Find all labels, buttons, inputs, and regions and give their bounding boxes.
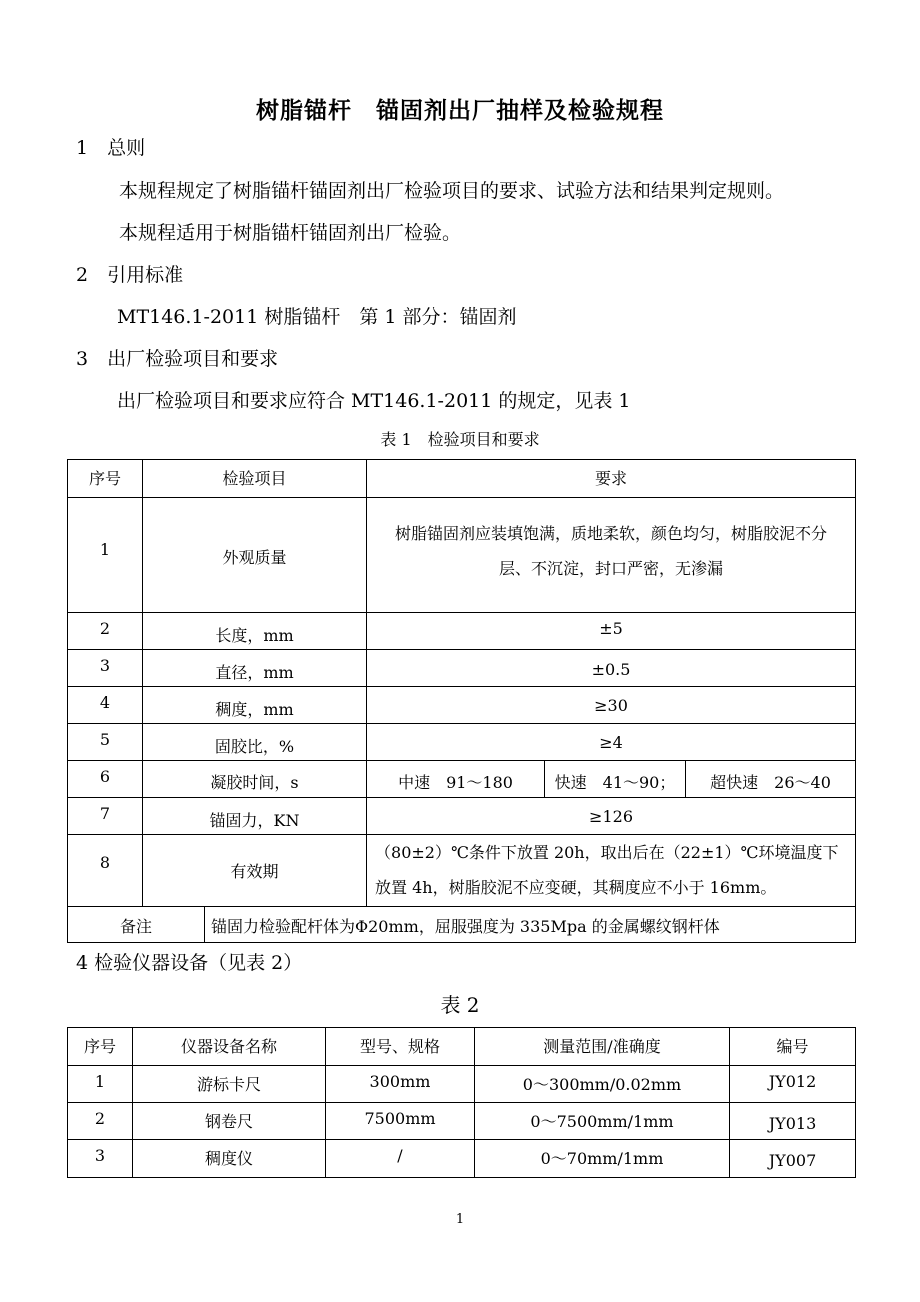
speed-medium: 中速 91～180 bbox=[367, 761, 545, 798]
table-row bbox=[68, 761, 856, 798]
item-name: 稠度，mm bbox=[143, 687, 367, 724]
row-number: 3 bbox=[68, 650, 143, 687]
item-name: 凝胶时间，s bbox=[143, 761, 367, 798]
table-header: 序号 bbox=[68, 460, 143, 498]
speed-ultrafast: 超快速 26～40 bbox=[686, 761, 856, 798]
table-header: 型号、规格 bbox=[326, 1028, 475, 1066]
inspection-items-table bbox=[67, 459, 856, 943]
table-header: 检验项目 bbox=[143, 460, 367, 498]
table-1-caption: 表 1 检验项目和要求 bbox=[380, 430, 540, 449]
row-number: 6 bbox=[68, 761, 143, 798]
item-name: 锚固力，KN bbox=[143, 798, 367, 835]
requirement: 树脂锚固剂应装填饱满，质地柔软，颜色均匀，树脂胶泥不分层、不沉淀，封口严密，无渗漏 bbox=[367, 498, 856, 613]
row-number: 5 bbox=[68, 724, 143, 761]
table-cell: JY007 bbox=[730, 1140, 856, 1178]
table-cell: 3 bbox=[68, 1140, 133, 1178]
equipment-table bbox=[67, 1027, 856, 1178]
table-cell: 钢卷尺 bbox=[133, 1103, 326, 1140]
requirement: ≥4 bbox=[367, 724, 856, 761]
item-name: 有效期 bbox=[143, 835, 367, 907]
table-row bbox=[68, 498, 856, 613]
table-header: 仪器设备名称 bbox=[133, 1028, 326, 1066]
requirement: ±5 bbox=[367, 613, 856, 650]
note-text: 锚固力检验配杆体为Φ20mm，屈服强度为 335Mpa 的金属螺纹钢杆体 bbox=[205, 907, 856, 943]
section-2-paragraph: MT146.1-2011 树脂锚杆 第 1 部分：锚固剂 bbox=[117, 306, 517, 328]
table-cell: JY012 bbox=[730, 1066, 856, 1103]
page-title: 树脂锚杆 锚固剂出厂抽样及检验规程 bbox=[256, 97, 664, 124]
table-cell: 2 bbox=[68, 1103, 133, 1140]
table-cell: 0～7500mm/1mm bbox=[475, 1103, 730, 1140]
table-2-caption: 表 2 bbox=[440, 993, 480, 1017]
section-2-heading: 2 引用标准 bbox=[76, 264, 184, 286]
table-cell: 0～70mm/1mm bbox=[475, 1140, 730, 1178]
table-cell: 1 bbox=[68, 1066, 133, 1103]
table-cell: 300mm bbox=[326, 1066, 475, 1103]
row-number: 8 bbox=[68, 835, 143, 907]
row-number: 2 bbox=[68, 613, 143, 650]
item-name: 固胶比，% bbox=[143, 724, 367, 761]
table-row bbox=[68, 835, 856, 907]
requirement: （80±2）℃条件下放置 20h，取出后在（22±1）℃环境温度下放置 4h，树脂胶泥不应变硬，其稠度应不小于 16mm。 bbox=[367, 835, 856, 907]
item-name: 长度，mm bbox=[143, 613, 367, 650]
table-row bbox=[68, 613, 856, 650]
requirement: ±0.5 bbox=[367, 650, 856, 687]
table-row bbox=[68, 1103, 856, 1140]
table-header: 编号 bbox=[730, 1028, 856, 1066]
table-cell: / bbox=[326, 1140, 475, 1178]
table-row bbox=[68, 798, 856, 835]
table-row bbox=[68, 687, 856, 724]
note-row bbox=[68, 907, 856, 943]
table-row bbox=[68, 724, 856, 761]
row-number: 1 bbox=[68, 498, 143, 613]
section-1-paragraph: 本规程适用于树脂锚杆锚固剂出厂检验。 bbox=[119, 222, 462, 244]
speed-fast: 快速 41～90； bbox=[545, 761, 686, 798]
table-row bbox=[68, 650, 856, 687]
table-header: 测量范围/准确度 bbox=[475, 1028, 730, 1066]
table-row bbox=[68, 1140, 856, 1178]
section-3-heading: 3 出厂检验项目和要求 bbox=[76, 348, 279, 370]
section-1-paragraph: 本规程规定了树脂锚杆锚固剂出厂检验项目的要求、试验方法和结果判定规则。 bbox=[119, 180, 785, 202]
section-4-heading: 4 检验仪器设备（见表 2） bbox=[76, 952, 303, 974]
row-number: 4 bbox=[68, 687, 143, 724]
table-header: 序号 bbox=[68, 1028, 133, 1066]
note-label: 备注 bbox=[68, 907, 205, 943]
section-3-paragraph: 出厂检验项目和要求应符合 MT146.1-2011 的规定，见表 1 bbox=[117, 390, 631, 412]
item-name: 外观质量 bbox=[143, 498, 367, 613]
table-header: 要求 bbox=[367, 460, 856, 498]
table-cell: 0～300mm/0.02mm bbox=[475, 1066, 730, 1103]
requirement: ≥126 bbox=[367, 798, 856, 835]
table-cell: JY013 bbox=[730, 1103, 856, 1140]
table-cell: 稠度仪 bbox=[133, 1140, 326, 1178]
requirement: ≥30 bbox=[367, 687, 856, 724]
page-number: 1 bbox=[455, 1212, 465, 1227]
row-number: 7 bbox=[68, 798, 143, 835]
section-1-heading: 1 总则 bbox=[76, 137, 146, 159]
table-cell: 游标卡尺 bbox=[133, 1066, 326, 1103]
table-cell: 7500mm bbox=[326, 1103, 475, 1140]
table-row bbox=[68, 1066, 856, 1103]
item-name: 直径，mm bbox=[143, 650, 367, 687]
